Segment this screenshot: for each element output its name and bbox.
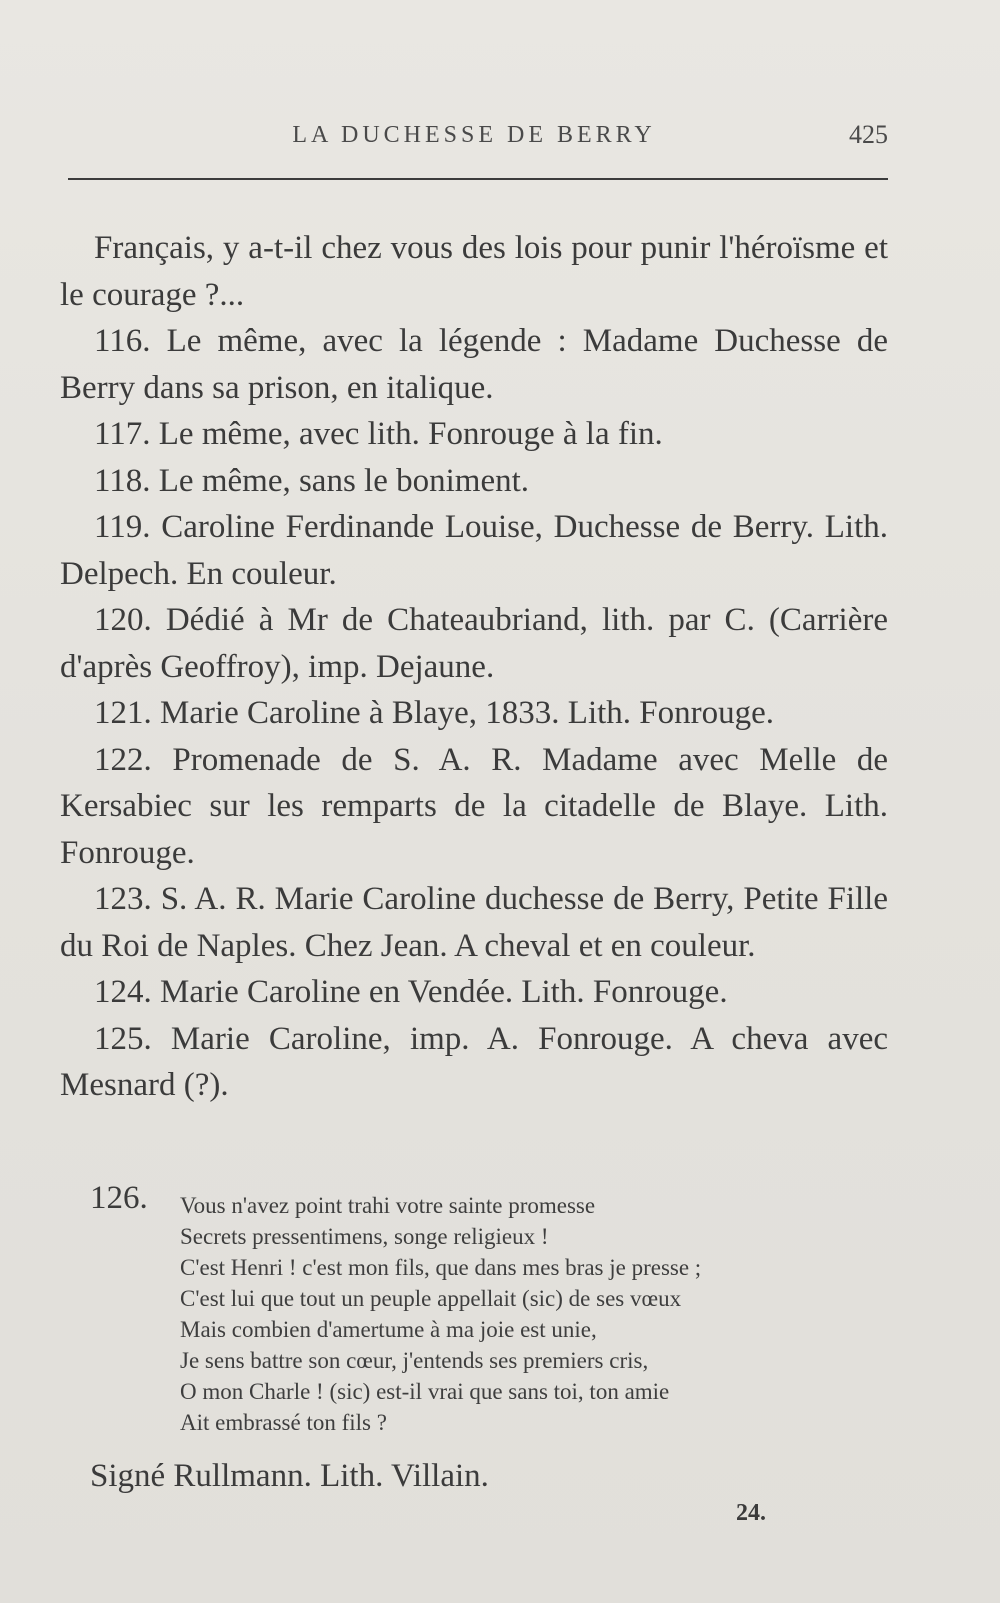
catalog-entry-124: 124. Marie Caroline en Vendée. Lith. Fonrouge. bbox=[94, 974, 728, 1010]
poem-verse bbox=[180, 1190, 701, 1438]
poem-line: O mon Charle ! (sic) est-il vrai que sans toi, ton amie bbox=[180, 1379, 670, 1404]
poem-line: C'est lui que tout un peuple appellait (sic) de ses vœux bbox=[180, 1286, 682, 1311]
catalog-entry-116: 116. Le même, avec la légende : Madame Duchesse de Berry dans sa prison, en italique. bbox=[60, 323, 888, 406]
signature-line: Signé Rullmann. Lith. Villain. bbox=[90, 1458, 489, 1494]
catalog-entry-120: 120. Dédié à Mr de Chateaubriand, lith. par C. (Carrière d'après Geoffroy), imp. Dejaune. bbox=[60, 602, 888, 685]
page-header bbox=[60, 118, 888, 158]
catalog-entry-119: 119. Caroline Ferdinande Louise, Duchesse de Berry. Lith. Delpech. En couleur. bbox=[60, 509, 888, 592]
poem-line: Je sens battre son cœur, j'entends ses premiers cris, bbox=[180, 1348, 649, 1373]
signature-mark: 24. bbox=[736, 1500, 766, 1526]
running-title: LA DUCHESSE DE BERRY bbox=[292, 122, 656, 148]
catalog-entry-118: 118. Le même, sans le boniment. bbox=[94, 462, 530, 499]
catalog-entry-121: 121. Marie Caroline à Blaye, 1833. Lith. Fonrouge. bbox=[94, 695, 775, 731]
catalog-entry-125: 125. Marie Caroline, imp. A. Fonrouge. A cheva avec Mesnard (?). bbox=[60, 1020, 888, 1103]
page-number: 425 bbox=[849, 120, 888, 149]
poem-line: C'est Henri ! c'est mon fils, que dans mes bras je presse ; bbox=[180, 1255, 702, 1280]
poem-line: Vous n'avez point trahi votre sainte promesse bbox=[180, 1193, 596, 1218]
header-rule bbox=[68, 178, 888, 180]
catalog-entry-123: 123. S. A. R. Marie Caroline duchesse de Berry, Petite Fille du Roi de Naples. Chez Jean. A cheval et en couleur. bbox=[60, 881, 888, 964]
catalog-entry-122: 122. Promenade de S. A. R. Madame avec Melle de Kersabiec sur les remparts de la citadelle de Blaye. Lith. Fonrouge. bbox=[60, 741, 888, 871]
poem-line: Mais combien d'amertume à ma joie est unie, bbox=[180, 1317, 597, 1342]
catalog-entry-117: 117. Le même, avec lith. Fonrouge à la fin. bbox=[94, 416, 663, 452]
poem-line: Ait embrassé ton fils ? bbox=[180, 1410, 387, 1435]
entry-number: 126. bbox=[90, 1180, 148, 1216]
catalog-text bbox=[60, 225, 888, 1109]
paragraph: Français, y a-t-il chez vous des lois pour punir l'héroïsme et le courage ?... bbox=[60, 230, 888, 313]
poem-line: Secrets pressentimens, songe religieux ! bbox=[180, 1224, 549, 1249]
